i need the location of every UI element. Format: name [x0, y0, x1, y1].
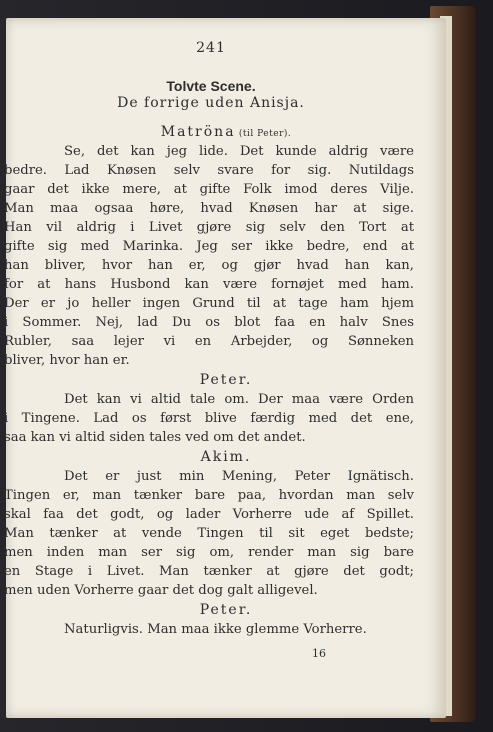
text-line: men inden man ser sig om, render man sig bare — [4, 545, 414, 560]
speaker-name — [6, 600, 446, 620]
speaker-label: Matröna — [160, 124, 236, 140]
text-line: Han vil aldrig i Livet gjøre sig selv den Tort at — [4, 220, 414, 235]
text-line: saa kan vi altid siden tales ved om det andet. — [4, 430, 306, 445]
speech-block — [6, 370, 446, 447]
text-line: skal faa det godt, og lader Vorherre ude af Spillet. — [4, 507, 414, 522]
speaker-name — [6, 447, 446, 467]
speech-block — [6, 600, 446, 639]
text-line: Se, det kan jeg lide. Det kunde aldrig være — [64, 144, 414, 159]
speech-text — [6, 142, 446, 370]
text-line: en Stage i Livet. Man tænker at gjøre det godt; — [4, 564, 414, 579]
speech-text — [6, 467, 446, 600]
text-line: men uden Vorherre gaar det dog galt alligevel. — [4, 583, 318, 598]
text-line: Det er just min Mening, Peter Ignätisch. — [64, 469, 414, 484]
speech-block — [6, 122, 446, 370]
text-line: gifte sig med Marinka. Jeg ser ikke bedre, end at — [4, 239, 414, 254]
speaker-name — [6, 370, 446, 390]
text-line: bedre. Lad Knøsen selv svare for sig. Nutildags — [4, 163, 414, 178]
speaker-aside: (til Peter). — [235, 129, 292, 139]
text-line: i Tingene. Lad os først blive færdig med det ene, — [4, 411, 414, 426]
text-line: bliver, hvor han er. — [4, 353, 130, 368]
speech-block — [6, 447, 446, 600]
text-line: Tingen er, man tænker bare paa, hvordan man selv — [4, 488, 414, 503]
scene-title: Tolvte Scene. — [166, 78, 256, 94]
speaker-label: Peter. — [199, 602, 253, 618]
text-line: Man maa ogsaa høre, hvad Knøsen har at sige. — [4, 201, 414, 216]
signature-mark: 16 — [312, 647, 326, 660]
text-line: Man tænker at vende Tingen til sit eget bedste; — [4, 526, 414, 541]
text-line: Rubler, saa lejer vi en Arbejder, og Sønneken — [4, 334, 414, 349]
text-line: for at hans Husbond kan være fornøjet med ham. — [4, 277, 414, 292]
text-line: Det kan vi altid tale om. Der maa være Orden — [64, 392, 414, 407]
book-page — [6, 18, 446, 718]
text-line: Naturligvis. Man maa ikke glemme Vorherre. — [64, 622, 367, 637]
speaker-label: Peter. — [199, 372, 253, 388]
dialogue-body — [6, 122, 446, 639]
page-number: 241 — [196, 40, 226, 56]
speaker-label: Akim. — [200, 449, 252, 465]
text-line: han bliver, hvor han er, og gjør hvad han kan, — [4, 258, 414, 273]
speech-text — [6, 620, 446, 639]
stage-direction: De forrige uden Anisja. — [117, 95, 305, 111]
speech-text — [6, 390, 446, 447]
text-line: Der er jo heller ingen Grund til at tage ham hjem — [4, 296, 414, 311]
speaker-name — [6, 122, 446, 142]
text-line: gaar det ikke mere, at gifte Folk imod deres Vilje. — [4, 182, 414, 197]
text-line: i Sommer. Nej, lad Du os blot faa en halv Snes — [4, 315, 414, 330]
